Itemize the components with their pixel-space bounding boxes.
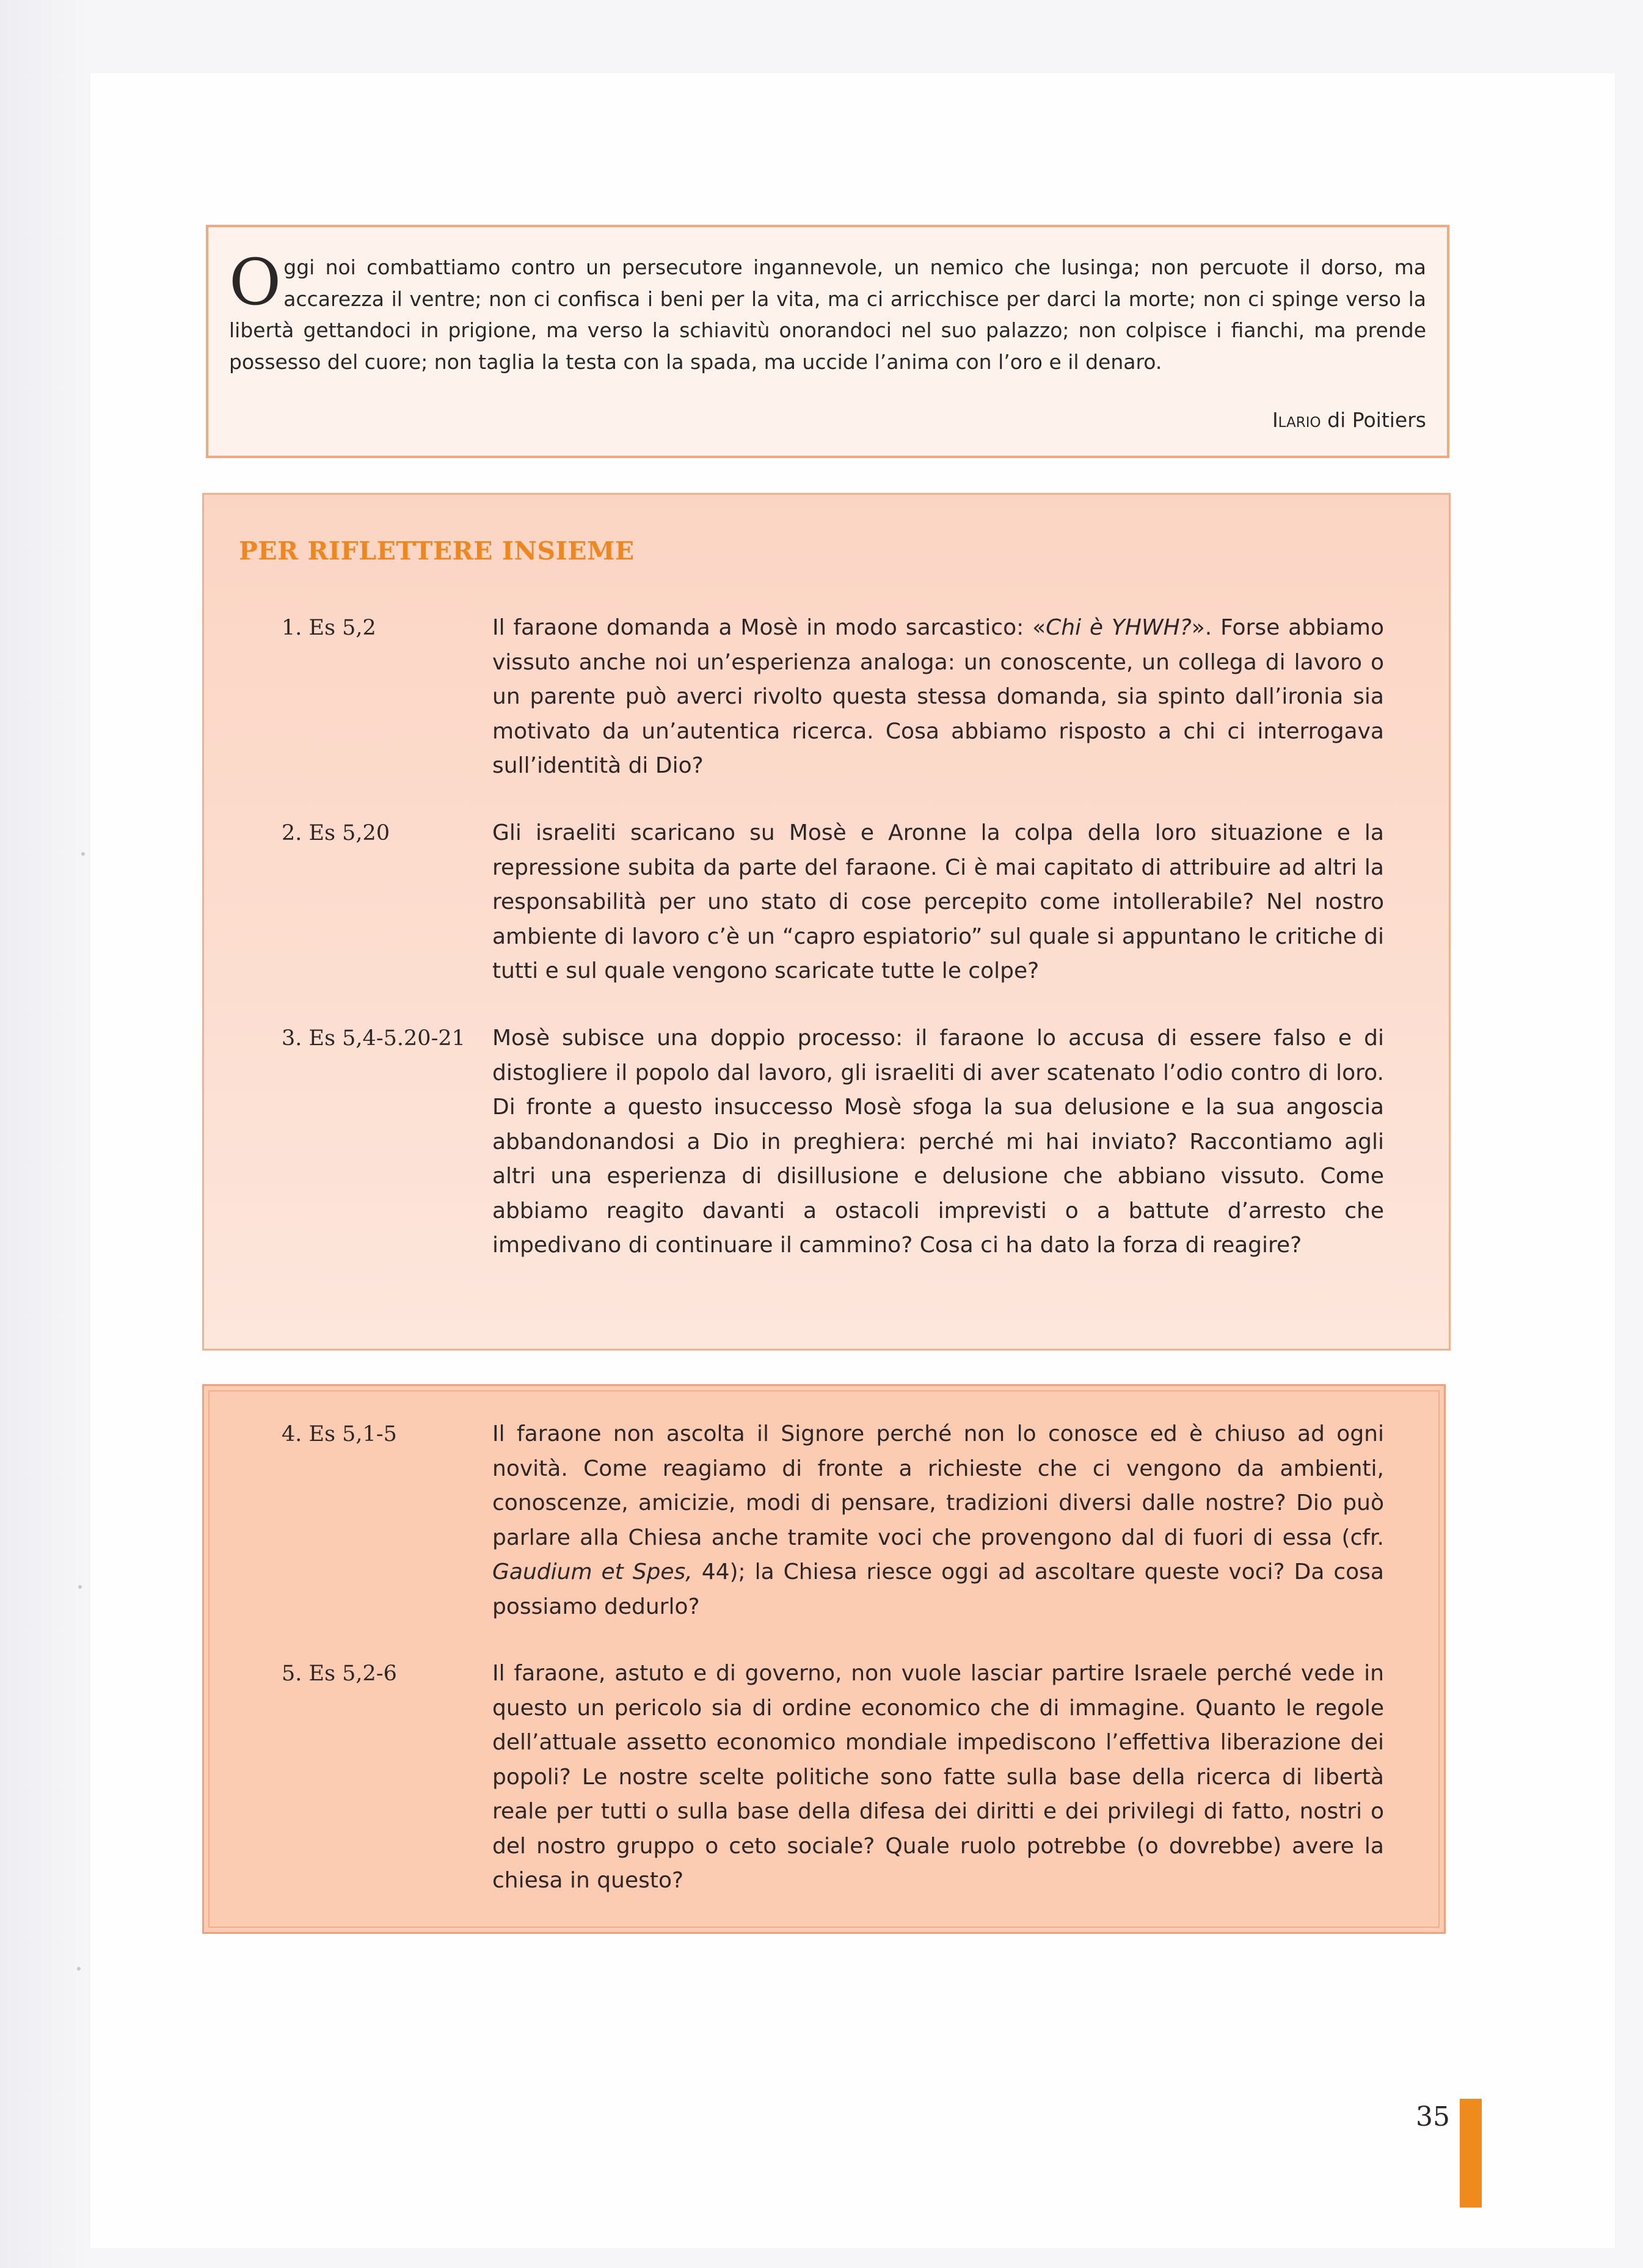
quote-text: ggi noi combattiamo contro un persecutore ingannevole, un nemico che lusinga; non percuote il dorso, ma accarezza il ventre; non ci confisca i beni per la vita, ma ci arricchisce per darci la morte; non ci spinge verso la libertà gettandoci in prigione, ma verso la schiavitù onorandoci nel suo palazzo; non colpisce i fianchi, ma prende possesso del cuore; non taglia la testa con la spada, ma uccide l’anima con l’oro e il denaro. (229, 255, 1426, 374)
section-title: PER RIFLETTERE INSIEME (239, 536, 635, 566)
page-number: 35 (1416, 2101, 1450, 2132)
question-ref: 3. Es 5,4-5.20-21 (282, 1026, 465, 1051)
question-text (492, 1417, 1384, 1624)
question-text-italic: Gaudium et Spes, (492, 1559, 693, 1584)
quote-paragraph (229, 245, 1426, 377)
quote-dropcap: O (229, 245, 282, 319)
question-text-part: ». Forse abbiamo vissuto anche noi un’esperienza analoga: un conoscente, un collega di lavoro o un parente può averci rivolto questa stessa domanda, sia spinto dall’ironia sia motivato da un’autentica ricerca. Cosa abbiamo risposto a chi ci interrogava sull’identità di Dio? (492, 615, 1384, 778)
question-text: Il faraone, astuto e di governo, non vuole lasciar partire Israele perché vede in questo un pericolo sia di ordine economico che di immagine. Quanto le regole dell’attuale assetto economico mondiale impediscono l’effettiva liberazione dei popoli? Le nostre scelte politiche sono fatte sulla base della ricerca di libertà reale per tutti o sulla base della difesa dei diritti e dei privilegi di fatto, nostri o del nostro gruppo o ceto sociale? Quale ruolo potrebbe (o dovrebbe) avere la chiesa in questo? (492, 1661, 1384, 1893)
question-text-italic: Chi è YHWH? (1046, 615, 1192, 640)
question-text: Gli israeliti scaricano su Mosè e Aronne la colpa della loro situazione e la repressione subita da parte del faraone. Ci è mai capitato di attribuire ad altri la responsabilità per uno stato di cose percepito come intollerabile? Nel nostro ambiente di lavoro c’è un “capro espiatorio” sul quale si appuntano le critiche di tutti e sul quale vengono scaricate tutte le colpe? (492, 820, 1384, 983)
question-text-part: Il faraone non ascolta il Signore perché non lo conosce ed è chiuso ad ogni novità. Come reagiamo di fronte a richieste che ci vengono da ambienti, conoscenze, amicizie, modi di pensare, tradizioni diversi dalle nostre? Dio può parlare alla Chiesa anche tramite voci che provengono dal di fuori di essa (cfr. (492, 1421, 1384, 1550)
scan-edge-shadow (0, 0, 90, 2268)
scan-speck (81, 852, 85, 856)
quote-author-place: di Poitiers (1327, 408, 1426, 432)
question-ref: 2. Es 5,20 (282, 821, 390, 845)
quote-box (206, 225, 1449, 458)
question-ref: 4. Es 5,1-5 (282, 1422, 397, 1446)
quote-author-name: Ilario (1272, 408, 1321, 432)
question-text: Mosè subisce una doppio processo: il faraone lo accusa di essere falso e di distogliere il popolo dal lavoro, gli israeliti di aver scatenato l’odio contro di loro. Di fronte a questo insuccesso Mosè sfoga la sua delusione e la sua angoscia abbandonandosi a Dio in preghiera: perché mi hai inviato? Raccontiamo agli altri una esperienza di disillusione e delusione che abbiano vissuto. Come abbiamo reagito davanti a ostacoli imprevisti o a battute d’arresto che impedivano di continuare il cammino? Cosa ci ha dato la forza di reagire? (492, 1026, 1384, 1258)
question-text-part: Il faraone domanda a Mosè in modo sarcastico: « (492, 615, 1046, 640)
scan-speck (78, 1585, 82, 1589)
scan-speck (77, 1967, 81, 1971)
question-ref: 5. Es 5,2-6 (282, 1661, 397, 1686)
question-text (492, 611, 1384, 784)
question-text-part: 44); la Chiesa riesce oggi ad ascoltare queste voci? Da cosa possiamo dedurlo? (492, 1559, 1384, 1619)
quote-author (1272, 408, 1426, 432)
page-number-accent-bar (1460, 2099, 1482, 2208)
question-ref: 1. Es 5,2 (282, 616, 376, 640)
